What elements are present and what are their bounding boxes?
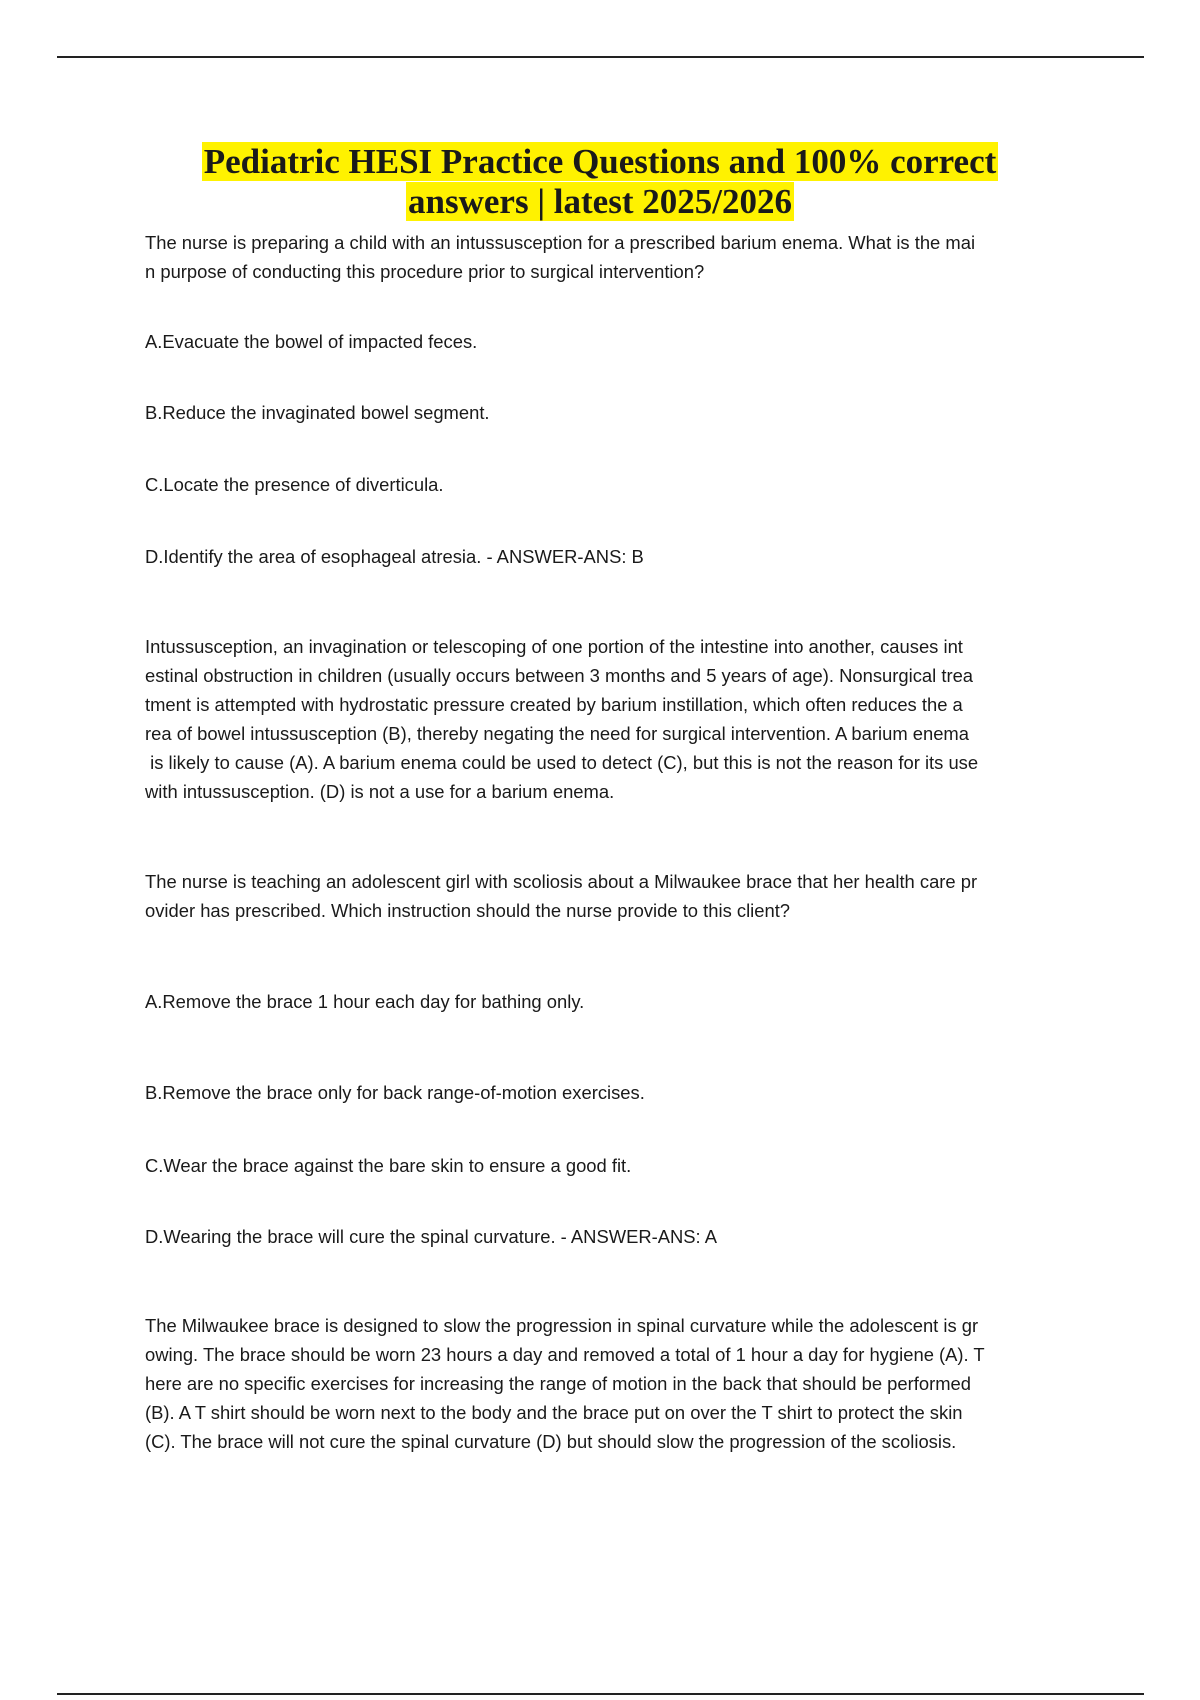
rationale-line: owing. The brace should be worn 23 hours a day and removed a total of 1 hour a day for hygiene (A). T	[145, 1344, 985, 1365]
option-text: D.Wearing the brace will cure the spinal curvature. - ANSWER-ANS: A	[145, 1226, 718, 1247]
option-d-answer	[145, 542, 1065, 571]
rationale-line: (B). A T shirt should be worn next to the body and the brace put on over the T shirt to protect the skin	[145, 1402, 963, 1423]
question-line: The nurse is preparing a child with an intussusception for a prescribed barium enema. What is the mai	[145, 232, 976, 253]
option-c	[145, 470, 1065, 499]
option-a	[145, 987, 1065, 1016]
title-line-2: answers | latest 2025/2026	[408, 182, 792, 221]
page-title	[0, 142, 1200, 222]
option-a	[145, 327, 1065, 356]
rationale-2	[145, 1311, 1065, 1456]
option-b	[145, 398, 1065, 427]
question-line: n purpose of conducting this procedure prior to surgical intervention?	[145, 261, 705, 282]
top-divider	[57, 56, 1144, 58]
rationale-line: tment is attempted with hydrostatic pressure created by barium instillation, which often reduces the a	[145, 694, 963, 715]
option-text: D.Identify the area of esophageal atresia. - ANSWER-ANS: B	[145, 546, 644, 567]
rationale-line: estinal obstruction in children (usually occurs between 3 months and 5 years of age). Nonsurgical trea	[145, 665, 974, 686]
question-line: The nurse is teaching an adolescent girl with scoliosis about a Milwaukee brace that her health care pr	[145, 871, 978, 892]
option-b	[145, 1078, 1065, 1107]
rationale-line: rea of bowel intussusception (B), thereby negating the need for surgical intervention. A barium enema	[145, 723, 969, 744]
option-d-answer	[145, 1222, 1065, 1251]
rationale-1	[145, 632, 1065, 806]
rationale-line: Intussusception, an invagination or telescoping of one portion of the intestine into another, causes int	[145, 636, 963, 657]
question-2	[145, 867, 1065, 925]
rationale-line: with intussusception. (D) is not a use for a barium enema.	[145, 781, 615, 802]
option-text: C.Wear the brace against the bare skin to ensure a good fit.	[145, 1155, 632, 1176]
question-line: ovider has prescribed. Which instruction should the nurse provide to this client?	[145, 900, 791, 921]
option-c	[145, 1151, 1065, 1180]
rationale-line: is likely to cause (A). A barium enema could be used to detect (C), but this is not the reason for its use	[145, 752, 979, 773]
option-text: B.Remove the brace only for back range-of-motion exercises.	[145, 1082, 645, 1103]
bottom-divider	[57, 1693, 1144, 1695]
option-text: A.Evacuate the bowel of impacted feces.	[145, 331, 478, 352]
option-text: C.Locate the presence of diverticula.	[145, 474, 444, 495]
option-text: A.Remove the brace 1 hour each day for bathing only.	[145, 991, 585, 1012]
title-line-1: Pediatric HESI Practice Questions and 100% correct	[203, 142, 997, 181]
document-body	[145, 228, 1065, 1456]
rationale-line: The Milwaukee brace is designed to slow the progression in spinal curvature while the adolescent is gr	[145, 1315, 979, 1336]
option-text: B.Reduce the invaginated bowel segment.	[145, 402, 490, 423]
question-1	[145, 228, 1065, 286]
rationale-line: here are no specific exercises for increasing the range of motion in the back that should be performed	[145, 1373, 971, 1394]
rationale-line: (C). The brace will not cure the spinal curvature (D) but should slow the progression of the scoliosis.	[145, 1431, 957, 1452]
